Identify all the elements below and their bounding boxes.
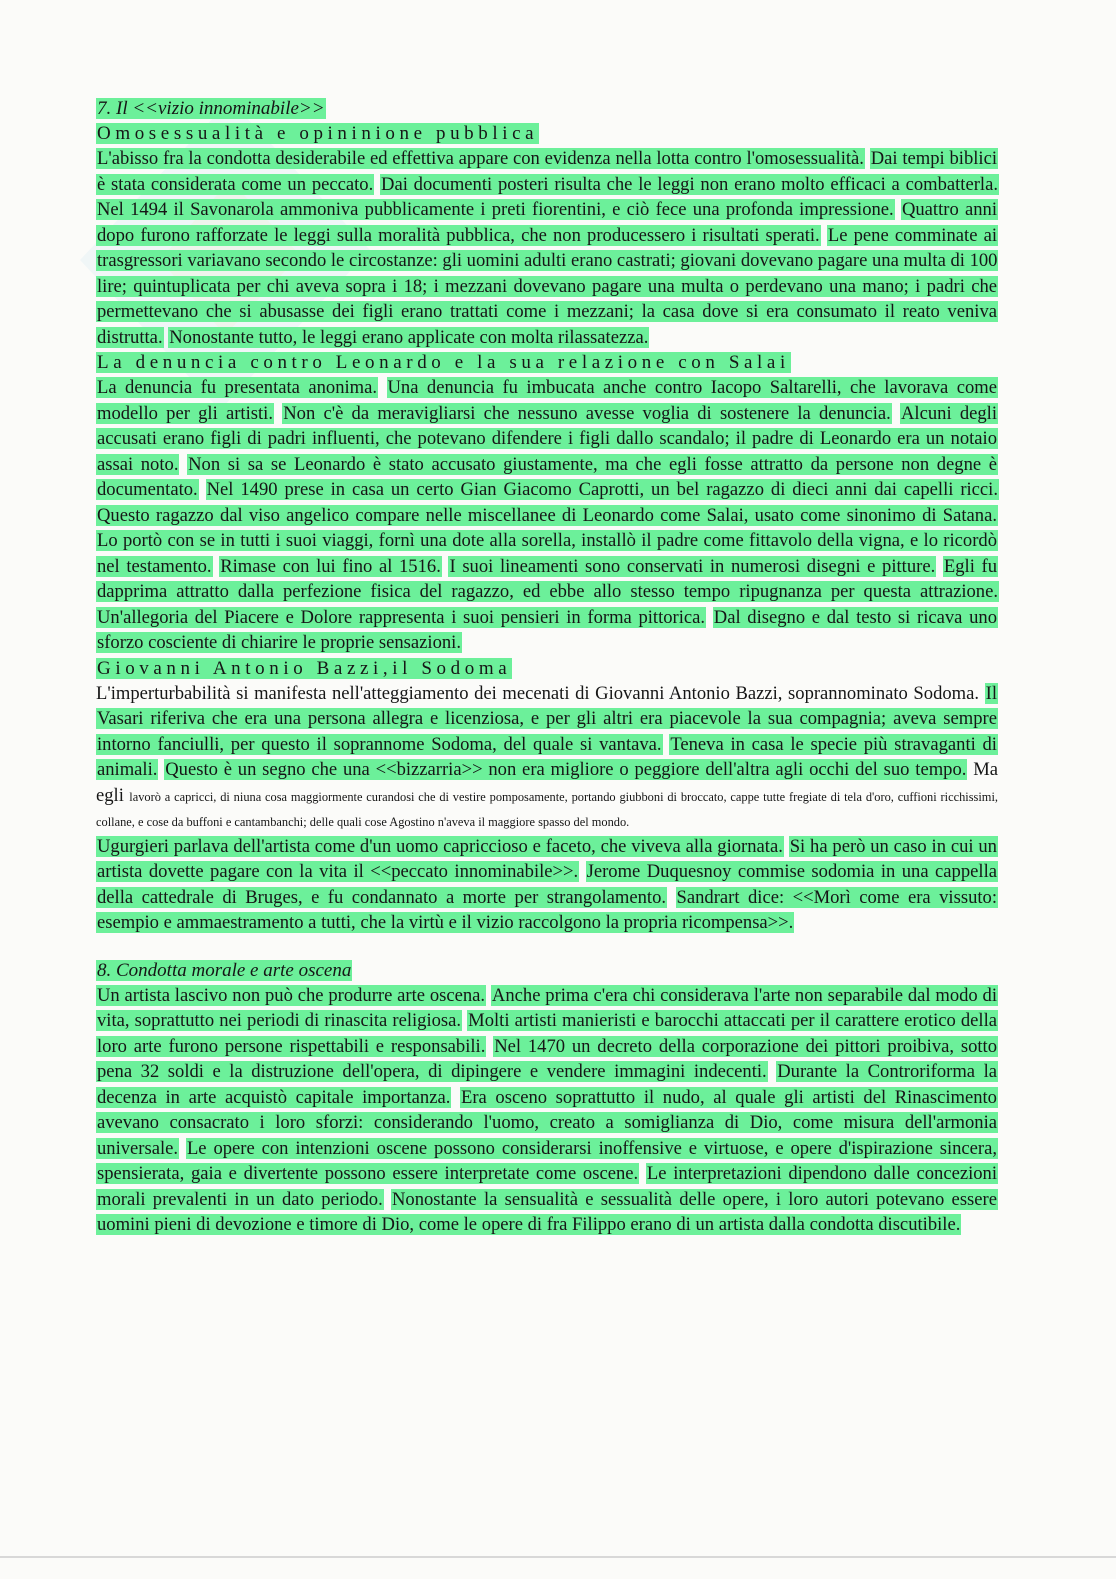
text-segment: Dai tempi biblici è stata considerata come un peccato. [97, 148, 998, 195]
text-segment: Dal disegno e dal testo si ricava uno sforzo cosciente di chiarire le proprie sensazioni. [97, 606, 997, 653]
text-segment: Le pene comminate ai trasgressori variavano secondo le circostanze: gli uomini adulti erano castrati; giovani dovevano pagare una multa di 100 lire; quintuplicata per chi aveva sopra i 18; i mezzani dovevano pagare una multa o perdevano una mano; i padri che permettevano che si abusasse dei figli erano trattati come i mezzani; la casa dove si era consumato il reato veniva distrutta. [97, 224, 998, 348]
text-segment: La denuncia fu presentata anonima. [97, 377, 378, 398]
section-7-title: 7. Il <<vizio innominabile>> [97, 98, 325, 119]
text-segment: Teneva in casa le specie più stravaganti di animali. [97, 733, 997, 780]
text-segment: Si ha però un caso in cui un artista dovette pagare con la vita il <<peccato innominabile>>. [97, 835, 997, 882]
text-segment: Le opere con intenzioni oscene possono considerarsi inoffensive e virtuose, e opere d'ispirazione sincera, spensierata, gaia e divertente possono essere interpretate come oscene. [97, 1137, 998, 1184]
section-8-title: 8. Condotta morale e arte oscena [97, 959, 352, 981]
paragraph-sodoma [96, 681, 998, 834]
paragraph-arte-oscena [96, 983, 998, 1238]
vasari-quote: lavorò a capricci, di niuna cosa maggiormente curandosi che di vestire pomposamente, portando giubboni di broccato, cappe tutte fregiate di tela d'oro, cuffioni ricchissimi, collane, e cose da buffoni e cantambanchi; delle quali cose Agostino n'aveva il maggiore spasso del mondo. [96, 789, 998, 829]
paragraph-ugurgieri [96, 834, 998, 936]
text-segment: Non c'è da meravigliarsi che nessuno avesse voglia di sostenere la denuncia. [283, 402, 891, 424]
text-segment: Alcuni degli accusati erano figli di padri influenti, che potevano difendere i figli dallo scandalo; il padre di Leonardo era un notaio assai noto. [97, 402, 998, 475]
text-segment: Dai documenti posteri risulta che le leggi non erano molto efficaci a combatterla. [381, 173, 998, 195]
text-segment: I suoi lineamenti sono conservati in numerosi disegni e pitture. [449, 555, 936, 577]
page-bottom-edge [0, 1556, 1116, 1558]
text-segment: Nonostante la sensualità e sessualità delle opere, i loro autori potevano essere uomini pieni di devozione e timore di Dio, come le opere di fra Filippo erano di un artista dalla condotta discutibile. [97, 1188, 997, 1235]
text-segment: L'abisso fra la condotta desiderabile ed effettiva appare con evidenza nella lotta contro l'omosessualità. [97, 148, 864, 169]
text-segment: Durante la Controriforma la decenza in arte acquistò capitale importanza. [97, 1061, 997, 1108]
text-segment: Rimase con lui fino al 1516. [220, 555, 441, 577]
text-segment: Nel 1470 un decreto della corporazione dei pittori proibiva, sotto pena 32 soldi e la distruzione dell'opera, di dipingere e vendere immagini indecenti. [97, 1035, 998, 1082]
subheading-sodoma: Giovanni Antonio Bazzi,il Sodoma [97, 657, 512, 679]
document-content [96, 96, 998, 1238]
text-segment: Non si sa se Leonardo è stato accusato giustamente, ma che egli fosse attratto da persone non degne è documentato. [97, 453, 998, 500]
text-segment: L'imperturbabilità si manifesta nell'atteggiamento dei mecenati di Giovanni Antonio Bazzi, soprannominato Sodoma. [96, 682, 980, 704]
text-segment: Il Vasari riferiva che era una persona allegra e licenziosa, e per gli altri era piacevole la sua compagnia; aveva sempre intorno fanciulli, per questo il soprannome Sodoma, del quale si vantava. [97, 682, 997, 755]
paragraph-leonardo [96, 375, 998, 656]
text-segment: Ugurgieri parlava dell'artista come d'un uomo capriccioso e faceto, che viveva alla giornata. [97, 835, 783, 857]
text-segment: Un artista lascivo non può che produrre arte oscena. [97, 984, 486, 1006]
text-segment: Questo è un segno che una <<bizzarria>> non era migliore o peggiore dell'altra agli occhi del suo tempo. [165, 759, 967, 780]
text-segment: Molti artisti manieristi e barocchi attaccati per il carattere erotico della loro arte furono persone rispettabili e responsabili. [97, 1010, 998, 1057]
subheading-opinione: Omosessualità e opininione pubblica [97, 123, 539, 144]
text-segment: Ma egli [96, 759, 998, 806]
text-segment: Jerome Duquesnoy commise sodomia in una cappella della cattedrale di Bruges, e fu condannato a morte per strangolamento. [97, 861, 997, 908]
text-segment: Era osceno soprattutto il nudo, al quale gli artisti del Rinascimento avevano consacrato i loro sforzi: considerando l'uomo, creato a somiglianza di Dio, come misura dell'armonia universale. [97, 1086, 997, 1159]
text-segment: Nonostante tutto, le leggi erano applicate con molta rilassatezza. [169, 326, 649, 348]
text-segment: Egli fu dapprima attratto dalla perfezione fisica del ragazzo, ed ebbe allo stesso tempo ripugnanza per questa attrazione. [97, 555, 998, 602]
text-segment: Questo ragazzo dal viso angelico compare nelle miscellanee di Leonardo come Salai, usato come sinonimo di Satana. [97, 504, 997, 526]
text-segment: Sandrart dice: <<Morì come era vissuto: esempio e ammaestramento a tutti, che la virtù e il vizio raccolgono la propria ricompensa>>. [97, 886, 998, 933]
text-segment: Nel 1494 il Savonarola ammoniva pubblicamente i preti fiorentini, e ciò fece una profonda impressione. [97, 199, 894, 220]
text-segment: Un'allegoria del Piacere e Dolore rappresenta i suoi pensieri in forma pittorica. [97, 606, 706, 628]
text-segment: Nel 1490 prese in casa un certo Gian Giacomo Caprotti, un bel ragazzo di dieci anni dai capelli ricci. [206, 479, 998, 500]
text-segment: Lo portò con se in tutti i suoi viaggi, fornì una dote alla sorella, installò il padre come fittavolo della vigna, e lo ricordò nel testamento. [97, 530, 997, 577]
subheading-leonardo: La denuncia contro Leonardo e la sua relazione con Salai [97, 352, 790, 373]
paragraph-omosessualita [96, 146, 998, 350]
text-segment: Anche prima c'era chi considerava l'arte non separabile dal modo di vita, soprattutto nei periodi di rinascita religiosa. [97, 984, 997, 1031]
text-segment: Le interpretazioni dipendono dalle concezioni morali prevalenti in un dato periodo. [97, 1163, 998, 1210]
text-segment: Una denuncia fu imbucata anche contro Iacopo Saltarelli, che lavorava come modello per gli artisti. [97, 377, 997, 424]
text-segment: Quattro anni dopo furono rafforzate le leggi sulla moralità pubblica, che non producessero i risultati sperati. [97, 199, 997, 246]
